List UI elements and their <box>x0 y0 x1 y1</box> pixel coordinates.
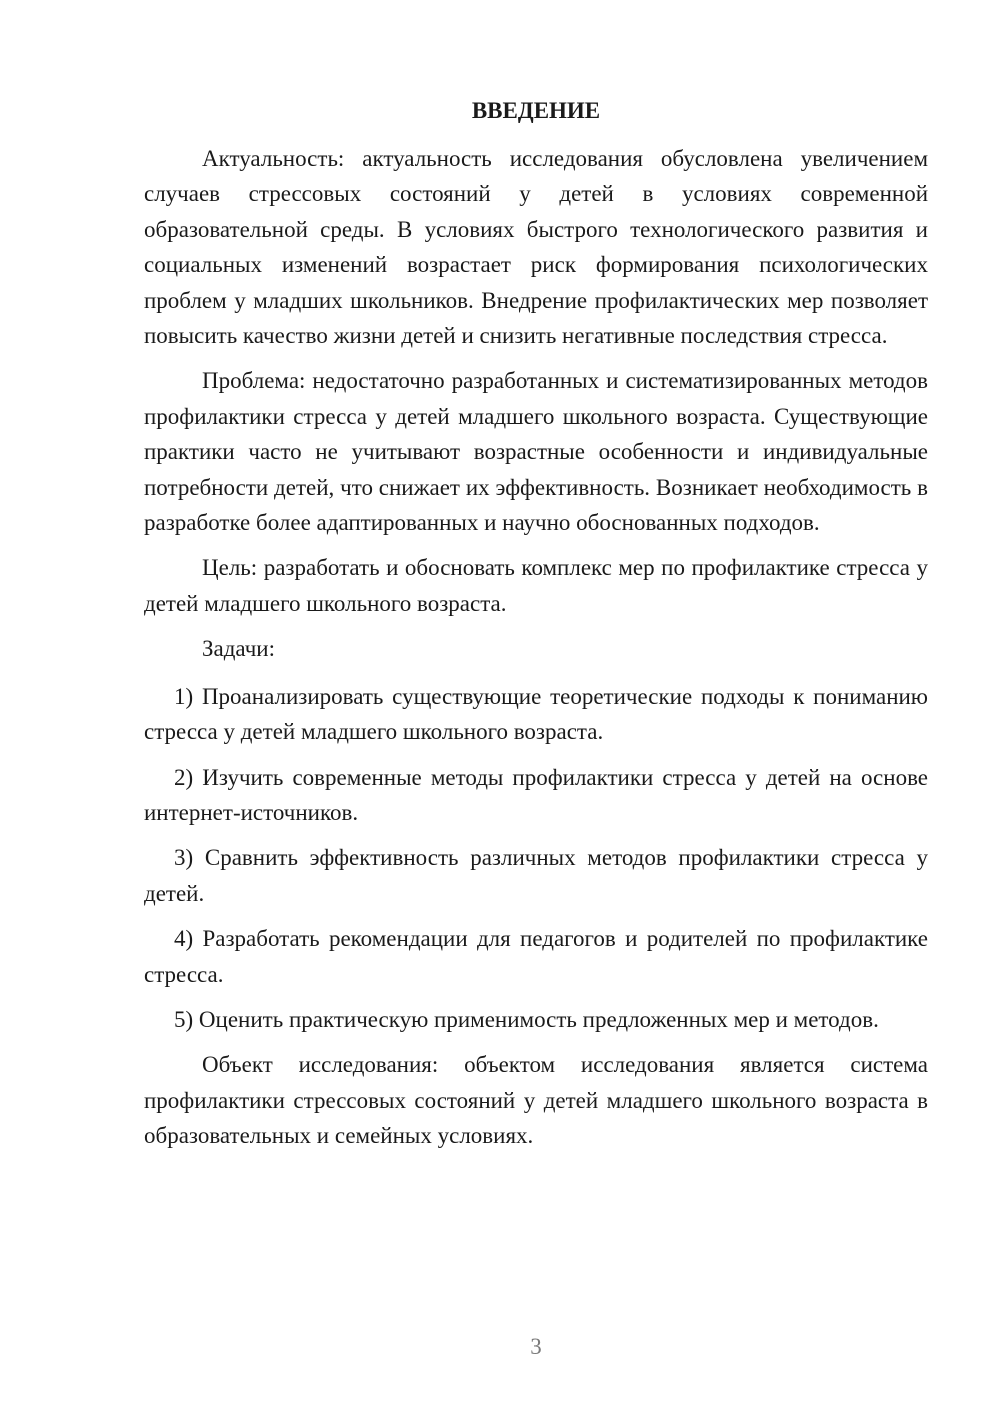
paragraph-goal: Цель: разработать и обосновать комплекс мер по профилактике стресса у детей младшего школьного возраста. <box>144 555 928 616</box>
list-item: 5) Оценить практическую применимость предложенных мер и методов. <box>174 1006 879 1032</box>
list-item: 1) Проанализировать существующие теоретические подходы к пониманию стресса у детей младшего школьного возраста. <box>144 683 928 745</box>
paragraph-problem: Проблема: недостаточно разработанных и систематизированных методов профилактики стресса у детей младшего школьного возраста. Существующие практики часто не учитывают возрастные особенности и индивидуальные потребности детей, что снижает их эффективность. Возникает необходимость в разработке более адаптированных и научно обоснованных подходов. <box>144 368 928 536</box>
section-title: ВВЕДЕНИЕ <box>471 98 601 123</box>
page-content <box>144 96 928 1164</box>
tasks-list <box>144 679 928 1038</box>
page-number: 3 <box>530 1334 542 1359</box>
tasks-label: Задачи: <box>202 636 275 662</box>
list-item: 4) Разработать рекомендации для педагогов и родителей по профилактике стресса. <box>144 926 928 987</box>
list-item: 3) Сравнить эффективность различных методов профилактики стресса у детей. <box>144 845 928 906</box>
list-item: 2) Изучить современные методы профилактики стресса у детей на основе интернет-источников. <box>144 764 928 825</box>
paragraph-object: Объект исследования: объектом исследования является система профилактики стрессовых состояний у детей младшего школьного возраста в образовательных и семейных условиях. <box>144 1052 928 1149</box>
paragraph-relevance: Актуальность: актуальность исследования обусловлена увеличением случаев стрессовых состояний у детей в условиях современной образовательной среды. В условиях быстрого технологического развития и социальных изменений возрастает риск формирования психологических проблем у младших школьников. Внедрение профилактических мер позволяет повысить качество жизни детей и снизить негативные последствия стресса. <box>144 146 928 349</box>
